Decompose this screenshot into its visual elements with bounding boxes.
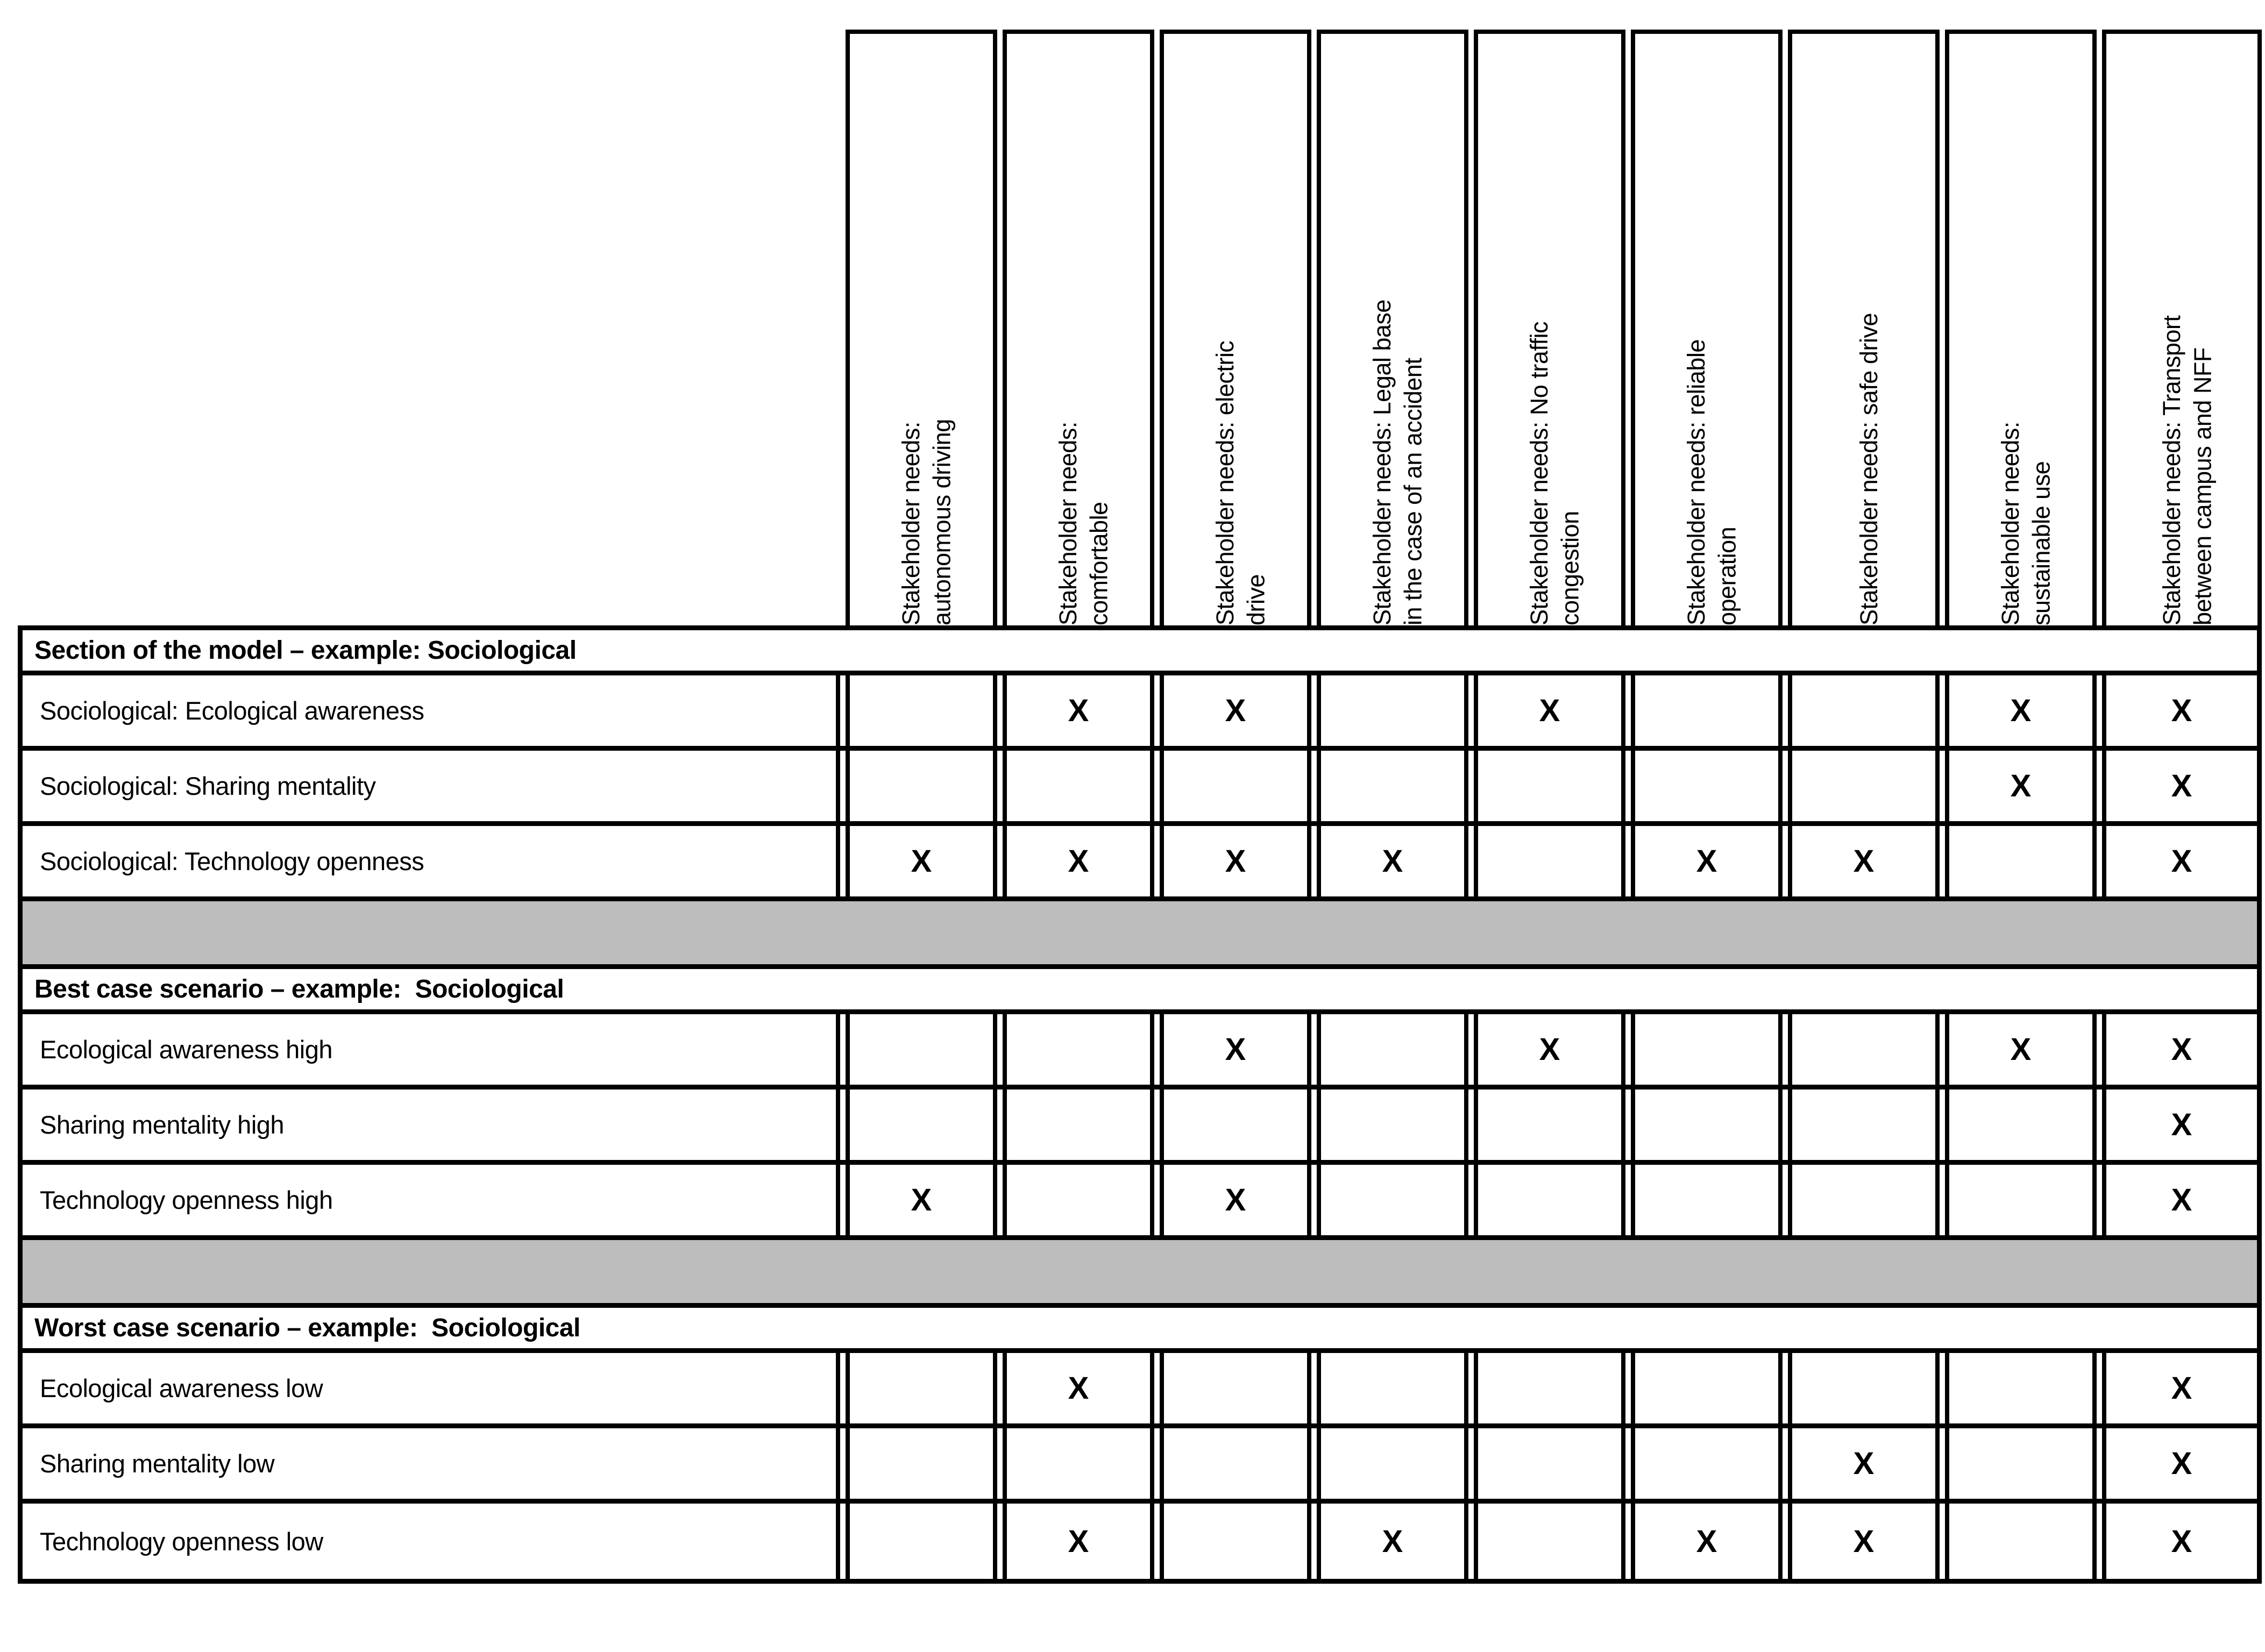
section-header: Best case scenario – example: Sociological xyxy=(23,969,2257,1014)
mark-cell: X xyxy=(1631,1504,1783,1579)
column-header-line: between campus and NFF xyxy=(2189,347,2217,625)
column-header-label xyxy=(1199,34,1272,625)
mark-cell: X xyxy=(1945,751,2097,821)
empty-cell xyxy=(1317,1014,1468,1085)
separator-row xyxy=(23,901,2257,969)
empty-cell xyxy=(1317,1165,1468,1235)
empty-cell xyxy=(1631,751,1783,821)
table-row xyxy=(23,826,2257,901)
column-header-box-9 xyxy=(2102,30,2262,625)
column-header-label xyxy=(885,34,957,625)
table-row xyxy=(23,675,2257,751)
column-header-line: Stakeholder needs: xyxy=(1054,422,1082,625)
table-row xyxy=(23,1090,2257,1165)
column-header-box-2 xyxy=(1003,30,1154,625)
row-label: Ecological awareness low xyxy=(23,1353,840,1423)
table-row xyxy=(23,1428,2257,1504)
matrix-body xyxy=(18,625,2262,1584)
row-label: Technology openness low xyxy=(23,1504,840,1579)
empty-cell xyxy=(1945,1165,2097,1235)
mark-cell: X xyxy=(1003,1353,1154,1423)
row-label: Sharing mentality high xyxy=(23,1090,840,1160)
column-header-box-3 xyxy=(1160,30,1311,625)
separator-row xyxy=(23,1240,2257,1308)
mark-cell: X xyxy=(1317,826,1468,896)
mark-cell: X xyxy=(1788,1504,1940,1579)
empty-cell xyxy=(1160,1504,1311,1579)
empty-cell xyxy=(1631,1353,1783,1423)
empty-cell xyxy=(1945,1090,2097,1160)
column-header-label xyxy=(1843,34,1885,625)
empty-cell xyxy=(1631,1428,1783,1499)
column-header-label xyxy=(2146,34,2218,625)
column-headers-row xyxy=(18,30,2262,625)
mark-cell: X xyxy=(1474,1014,1625,1085)
column-header-line: in the case of an accident xyxy=(1400,358,1427,625)
column-header-line: autonomous driving xyxy=(928,419,956,625)
row-label: Sharing mentality low xyxy=(23,1428,840,1499)
mark-cell: X xyxy=(2102,1090,2257,1160)
table-row xyxy=(23,751,2257,826)
column-header-line: operation xyxy=(1714,526,1741,625)
empty-cell xyxy=(1631,1014,1783,1085)
empty-cell xyxy=(846,1014,997,1085)
column-header-line: Stakeholder needs: Transport xyxy=(2157,315,2185,625)
table-row xyxy=(23,1504,2257,1579)
mark-cell: X xyxy=(1474,675,1625,746)
column-header-line: Stakeholder needs: electric xyxy=(1211,340,1239,625)
mark-cell: X xyxy=(1945,675,2097,746)
section-header: Section of the model – example: Sociological xyxy=(23,630,2257,675)
empty-cell xyxy=(1474,1504,1625,1579)
empty-cell xyxy=(846,1090,997,1160)
empty-cell xyxy=(1788,1165,1940,1235)
empty-cell xyxy=(1788,751,1940,821)
empty-cell xyxy=(1788,675,1940,746)
column-header-line: Stakeholder needs: No traffic xyxy=(1525,321,1553,625)
column-header-line: drive xyxy=(1242,574,1270,625)
empty-cell xyxy=(1003,751,1154,821)
empty-cell xyxy=(1003,1014,1154,1085)
mark-cell: X xyxy=(2102,1014,2257,1085)
stakeholder-needs-matrix xyxy=(18,30,2262,1584)
empty-cell xyxy=(1317,1090,1468,1160)
row-label: Sociological: Technology openness xyxy=(23,826,840,896)
empty-cell xyxy=(1317,675,1468,746)
table-row xyxy=(23,1353,2257,1428)
empty-cell xyxy=(1788,1014,1940,1085)
column-header-label xyxy=(1984,34,2057,625)
empty-cell xyxy=(846,1428,997,1499)
column-header-line: comfortable xyxy=(1085,502,1113,625)
empty-cell xyxy=(846,751,997,821)
empty-cell xyxy=(1003,1090,1154,1160)
mark-cell: X xyxy=(846,826,997,896)
column-header-label xyxy=(1513,34,1586,625)
column-header-box-6 xyxy=(1631,30,1783,625)
column-header-box-7 xyxy=(1788,30,1940,625)
mark-cell: X xyxy=(2102,826,2257,896)
mark-cell: X xyxy=(1160,675,1311,746)
column-header-label xyxy=(1356,34,1429,625)
mark-cell: X xyxy=(2102,1353,2257,1423)
mark-cell: X xyxy=(2102,751,2257,821)
empty-cell xyxy=(1003,1428,1154,1499)
empty-cell xyxy=(1788,1353,1940,1423)
column-header-line: Stakeholder needs: reliable xyxy=(1682,339,1710,625)
empty-cell xyxy=(1160,1428,1311,1499)
header-spacer xyxy=(18,30,840,625)
empty-cell xyxy=(1474,826,1625,896)
mark-cell: X xyxy=(1160,826,1311,896)
empty-cell xyxy=(1788,1090,1940,1160)
empty-cell xyxy=(1474,1353,1625,1423)
row-label: Sociological: Ecological awareness xyxy=(23,675,840,746)
empty-cell xyxy=(1945,1428,2097,1499)
table-row xyxy=(23,1165,2257,1240)
mark-cell: X xyxy=(2102,1428,2257,1499)
empty-cell xyxy=(1003,1165,1154,1235)
mark-cell: X xyxy=(1788,1428,1940,1499)
empty-cell xyxy=(1631,1165,1783,1235)
empty-cell xyxy=(1160,1090,1311,1160)
empty-cell xyxy=(1631,675,1783,746)
mark-cell: X xyxy=(1160,1014,1311,1085)
table-row xyxy=(23,1014,2257,1090)
mark-cell: X xyxy=(1317,1504,1468,1579)
empty-cell xyxy=(846,1504,997,1579)
empty-cell xyxy=(1317,1428,1468,1499)
empty-cell xyxy=(1160,1353,1311,1423)
empty-cell xyxy=(1474,751,1625,821)
row-label: Ecological awareness high xyxy=(23,1014,840,1085)
empty-cell xyxy=(1945,826,2097,896)
column-header-line: Stakeholder needs: xyxy=(897,422,925,625)
column-header-box-5 xyxy=(1474,30,1625,625)
empty-cell xyxy=(1474,1428,1625,1499)
mark-cell: X xyxy=(1788,826,1940,896)
empty-cell xyxy=(1160,751,1311,821)
empty-cell xyxy=(1945,1353,2097,1423)
row-label: Technology openness high xyxy=(23,1165,840,1235)
column-header-label xyxy=(1670,34,1743,625)
empty-cell xyxy=(846,675,997,746)
column-header-box-8 xyxy=(1945,30,2097,625)
mark-cell: X xyxy=(2102,1165,2257,1235)
mark-cell: X xyxy=(1160,1165,1311,1235)
column-header-line: Stakeholder needs: xyxy=(1997,422,2025,625)
empty-cell xyxy=(1317,1353,1468,1423)
mark-cell: X xyxy=(846,1165,997,1235)
mark-cell: X xyxy=(1003,826,1154,896)
empty-cell xyxy=(846,1353,997,1423)
mark-cell: X xyxy=(2102,675,2257,746)
empty-cell xyxy=(1474,1090,1625,1160)
empty-cell xyxy=(1945,1504,2097,1579)
column-header-label xyxy=(1042,34,1114,625)
mark-cell: X xyxy=(1945,1014,2097,1085)
column-header-line: congestion xyxy=(1557,511,1584,625)
mark-cell: X xyxy=(1003,1504,1154,1579)
row-label: Sociological: Sharing mentality xyxy=(23,751,840,821)
empty-cell xyxy=(1631,1090,1783,1160)
mark-cell: X xyxy=(2102,1504,2257,1579)
column-header-line: Stakeholder needs: safe drive xyxy=(1855,313,1883,625)
section-header: Worst case scenario – example: Sociological xyxy=(23,1308,2257,1353)
column-header-line: sustainable use xyxy=(2028,461,2055,625)
column-header-box-4 xyxy=(1317,30,1468,625)
column-header-line: Stakeholder needs: Legal base xyxy=(1368,300,1396,625)
column-header-box-1 xyxy=(846,30,997,625)
empty-cell xyxy=(1474,1165,1625,1235)
mark-cell: X xyxy=(1003,675,1154,746)
mark-cell: X xyxy=(1631,826,1783,896)
empty-cell xyxy=(1317,751,1468,821)
